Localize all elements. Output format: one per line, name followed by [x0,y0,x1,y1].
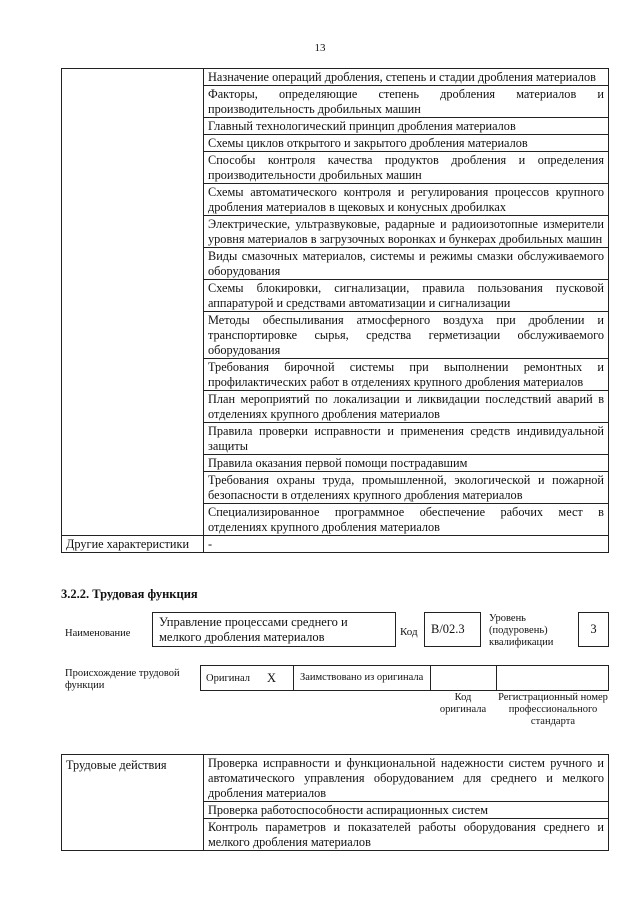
code-orig-label: Код оригинала [439,692,487,715]
other-row [62,536,609,553]
origin-label: Происхождение трудовой функции [65,668,180,691]
action-row [62,755,609,802]
knowledge-item: Схемы автоматического контроля и регулирования процессов крупного дробления материалов в щековых и конусных дробилках [204,184,609,216]
knowledge-item: Электрические, ультразвуковые, радарные и радиоизотопные измерители уровня материалов в загрузочных воронках и бункерах дробильных машин [204,216,609,248]
code-value: B/02.3 [424,612,481,647]
original-label: Оригинал [206,673,250,684]
name-label: Наименование [65,628,131,639]
knowledge-item: Способы контроля качества продуктов дробления и определения производительности дробильных машин [204,152,609,184]
code-label: Код [400,626,418,638]
other-value: - [204,536,609,553]
action-item: Проверка работоспособности аспирационных систем [204,802,609,819]
knowledge-item: Схемы блокировки, сигнализации, правила пользования пусковой аппаратурой и средствами автоматизации и сигнализации [204,280,609,312]
knowledge-item: Требования бирочной системы при выполнении ремонтных и профилактических работ в отделениях крупного дробления материалов [204,359,609,391]
knowledge-item: Схемы циклов открытого и закрытого дробления материалов [204,135,609,152]
knowledge-item: Специализированное программное обеспечение рабочих мест в отделениях крупного дробления материалов [204,504,609,536]
knowledge-item: Назначение операций дробления, степень и стадии дробления материалов [204,69,609,86]
knowledge-table [61,68,609,553]
reg-num-cell [496,665,609,691]
page-number: 13 [314,42,326,54]
borrowed-cell [293,665,431,691]
actions-label: Трудовые действия [62,755,204,851]
code-orig-cell [430,665,497,691]
knowledge-item: Факторы, определяющие степень дробления материалов и производительность дробильных машин [204,86,609,118]
knowledge-item: Главный технологический принцип дробления материалов [204,118,609,135]
borrowed-label: Заимствовано из оригинала [300,672,424,683]
knowledge-item: Виды смазочных материалов, системы и режимы смазки обслуживаемого оборудования [204,248,609,280]
other-label: Другие характеристики [62,536,204,553]
knowledge-row [62,69,609,86]
knowledge-item: Требования охраны труда, промышленной, экологической и пожарной безопасности в отделениях крупного дробления материалов [204,472,609,504]
action-item: Контроль параметров и показателей работы оборудования среднего и мелкого дробления материалов [204,819,609,851]
actions-table [61,754,609,851]
action-item: Проверка исправности и функциональной надежности систем ручного и автоматического управления оборудованием для среднего и мелкого дробления материалов [204,755,609,802]
knowledge-item: Правила проверки исправности и применения средств индивидуальной защиты [204,423,609,455]
knowledge-item: Методы обеспыливания атмосферного воздуха при дроблении и транспортировке сырья, средства герметизации обслуживаемого оборудования [204,312,609,359]
original-mark: X [267,671,277,685]
knowledge-item: План мероприятий по локализации и ликвидации последствий аварий в отделениях крупного дробления материалов [204,391,609,423]
knowledge-item: Правила оказания первой помощи пострадавшим [204,455,609,472]
level-value: 3 [578,612,609,647]
level-label: Уровень (подуровень) квалификации [489,613,554,648]
name-value: Управление процессами среднего и мелкого дробления материалов [152,612,396,647]
knowledge-label-cell [62,69,204,536]
reg-num-label: Регистрационный номер профессионального стандарта [498,692,608,727]
section-title: 3.2.2. Трудовая функция [61,587,198,601]
